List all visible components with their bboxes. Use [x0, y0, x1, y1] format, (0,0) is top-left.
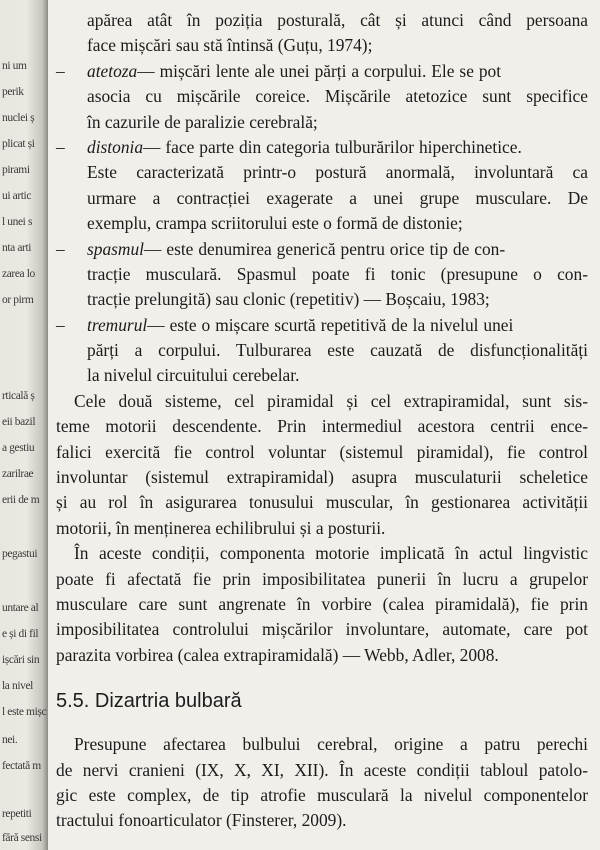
line-text: de nervi cranieni (IX, X, XI, XII). În aceste condiții tabloul patolo- — [56, 759, 588, 780]
text-line — [56, 338, 588, 363]
text-line — [56, 440, 588, 465]
gutter-fragment: erii de m — [2, 494, 40, 506]
list-item-line — [56, 59, 588, 84]
list-dash: – — [56, 136, 65, 157]
line-text: teme motorii descendente. Prin intermediul acestora centrii ence- — [56, 416, 588, 437]
text-line — [56, 211, 588, 236]
list-text: — mișcări lente ale unei părți a corpului. Ele se pot — [137, 60, 502, 81]
text-line — [56, 732, 588, 757]
text-line — [56, 758, 588, 783]
line-text: gic este complex, de tip atrofie musculară la nivelul componentelor — [56, 784, 588, 805]
text-line — [56, 541, 588, 566]
line-text: în cazurile de paralizie cerebrală; — [87, 111, 318, 132]
gutter-fragment: nuclei ș — [2, 112, 35, 124]
list-dash: – — [56, 60, 65, 81]
gutter-fragment: or pirm — [2, 294, 34, 306]
text-line — [56, 160, 588, 185]
line-text: Este caracterizată printr-o postură anormală, involuntară ca — [87, 162, 588, 183]
section-heading: 5.5. Dizartria bulbară — [56, 690, 242, 713]
text-line — [56, 592, 588, 617]
gutter-fragment: fără sensi — [2, 832, 42, 844]
text-line — [56, 783, 588, 808]
list-text: — este denumirea generică pentru orice tip de con- — [144, 238, 506, 259]
text-line — [56, 490, 588, 515]
gutter-fragment: rticală ș — [2, 390, 35, 402]
gutter-fragment: fectată m — [2, 760, 41, 772]
line-text: și au rol în asigurarea tonusului muscular, în gestionarea activității — [56, 492, 588, 513]
text-line — [56, 617, 588, 642]
text-line — [56, 516, 588, 541]
book-page — [56, 8, 588, 834]
list-dash: – — [56, 238, 65, 259]
gutter-fragment: nta arti — [2, 242, 32, 254]
text-line — [56, 643, 588, 668]
gutter-fragment: la nivel — [2, 680, 33, 692]
gutter-fragment: ni um — [2, 60, 27, 72]
text-line — [56, 8, 588, 33]
gutter-fragment: e și di fil — [2, 628, 39, 640]
list-term: tremurul — [87, 314, 148, 335]
text-line — [56, 262, 588, 287]
line-text: face mișcări sau stă întinsă (Guțu, 1974); — [87, 35, 373, 56]
line-text: Cele două sisteme, cel piramidal și cel extrapiramidal, sunt sis- — [74, 390, 588, 411]
line-text: urmare a contracției exagerate a unei grupe musculare. De — [87, 187, 588, 208]
gutter-fragment: ui artic — [2, 190, 32, 202]
gutter-fragment: nei. — [2, 734, 18, 746]
list-item-line — [56, 237, 588, 262]
gutter-fragment: untare al — [2, 602, 39, 614]
line-text: părți a corpului. Tulburarea este cauzată de disfuncționalități — [87, 340, 588, 361]
gutter-fragment: pirami — [2, 164, 30, 176]
text-line — [56, 389, 588, 414]
text-line — [56, 110, 588, 135]
body-text-upper — [56, 8, 588, 668]
line-text: involuntar (sistemul extrapiramidal) asupra musculaturii scheletice — [56, 467, 588, 488]
list-dash: – — [56, 314, 65, 335]
gutter-fragment: l este mișc — [2, 706, 47, 718]
list-term: spasmul — [87, 238, 145, 259]
line-text: Presupune afectarea bulbului cerebral, origine a patru perechi — [74, 734, 588, 755]
text-line — [56, 465, 588, 490]
list-term: atetoza — [87, 60, 138, 81]
line-text: tractului fonoarticulator (Finsterer, 2009). — [56, 810, 347, 831]
list-item-line — [56, 135, 588, 160]
list-item-line — [56, 313, 588, 338]
text-line — [56, 808, 588, 833]
line-text: la nivelul circuitului cerebelar. — [87, 365, 300, 386]
list-term: distonia — [87, 136, 144, 157]
text-line — [56, 414, 588, 439]
gutter-fragment: l unei s — [2, 216, 33, 228]
gutter-fragment: zarea lo — [2, 268, 35, 280]
text-line — [56, 186, 588, 211]
text-line — [56, 287, 588, 312]
line-text: apărea atât în poziția posturală, cât și atunci când persoana — [87, 10, 588, 30]
gutter-fragment: zarilrae — [2, 468, 34, 480]
list-text: — face parte din categoria tulburărilor hiperchinetice. — [143, 136, 522, 157]
gutter-fragment: perik — [2, 86, 24, 98]
line-text: tracție musculară. Spasmul poate fi tonic (presupune o con- — [87, 263, 588, 284]
gutter-fragment: repetiti — [2, 808, 32, 820]
gutter-fragment: a gestiu — [2, 442, 35, 454]
adjacent-page-edge — [0, 0, 48, 850]
line-text: musculare care sunt angrenate în vorbire (calea piramidală), fie prin — [56, 593, 588, 614]
line-text: exemplu, crampa scriitorului este o formă de distonie; — [87, 213, 463, 234]
text-line — [56, 363, 588, 388]
text-line — [56, 84, 588, 109]
line-text: În aceste condiții, componenta motorie implicată în actul lingvistic — [74, 543, 588, 564]
line-text: imposibilitatea controlului mișcărilor involuntare, automate, care pot — [56, 619, 588, 640]
line-text: falici exercită fie control voluntar (sistemul piramidal), fie control — [56, 441, 588, 462]
line-text: poate fi afectată fie prin imposibilitatea punerii în lucru a grupelor — [56, 568, 588, 589]
text-line — [56, 33, 588, 58]
gutter-fragment: plicat și — [2, 138, 35, 150]
line-text: motorii, în menținerea echilibrului și a posturii. — [56, 517, 386, 538]
gutter-fragment: pegastui — [2, 548, 38, 560]
body-text-lower — [56, 732, 588, 834]
list-text: — este o mișcare scurtă repetitivă de la nivelul unei — [147, 314, 514, 335]
gutter-fragment: eii bazil — [2, 416, 36, 428]
line-text: asocia cu mișcările coreice. Mișcările atetozice sunt specifice — [87, 86, 588, 107]
line-text: parazita vorbirea (calea extrapiramidală) — Webb, Adler, 2008. — [56, 644, 499, 665]
gutter-fragment: ișcări sin — [2, 654, 40, 666]
text-line — [56, 567, 588, 592]
line-text: tracție prelungită) sau clonic (repetitiv) — Boșcaiu, 1983; — [87, 289, 490, 310]
